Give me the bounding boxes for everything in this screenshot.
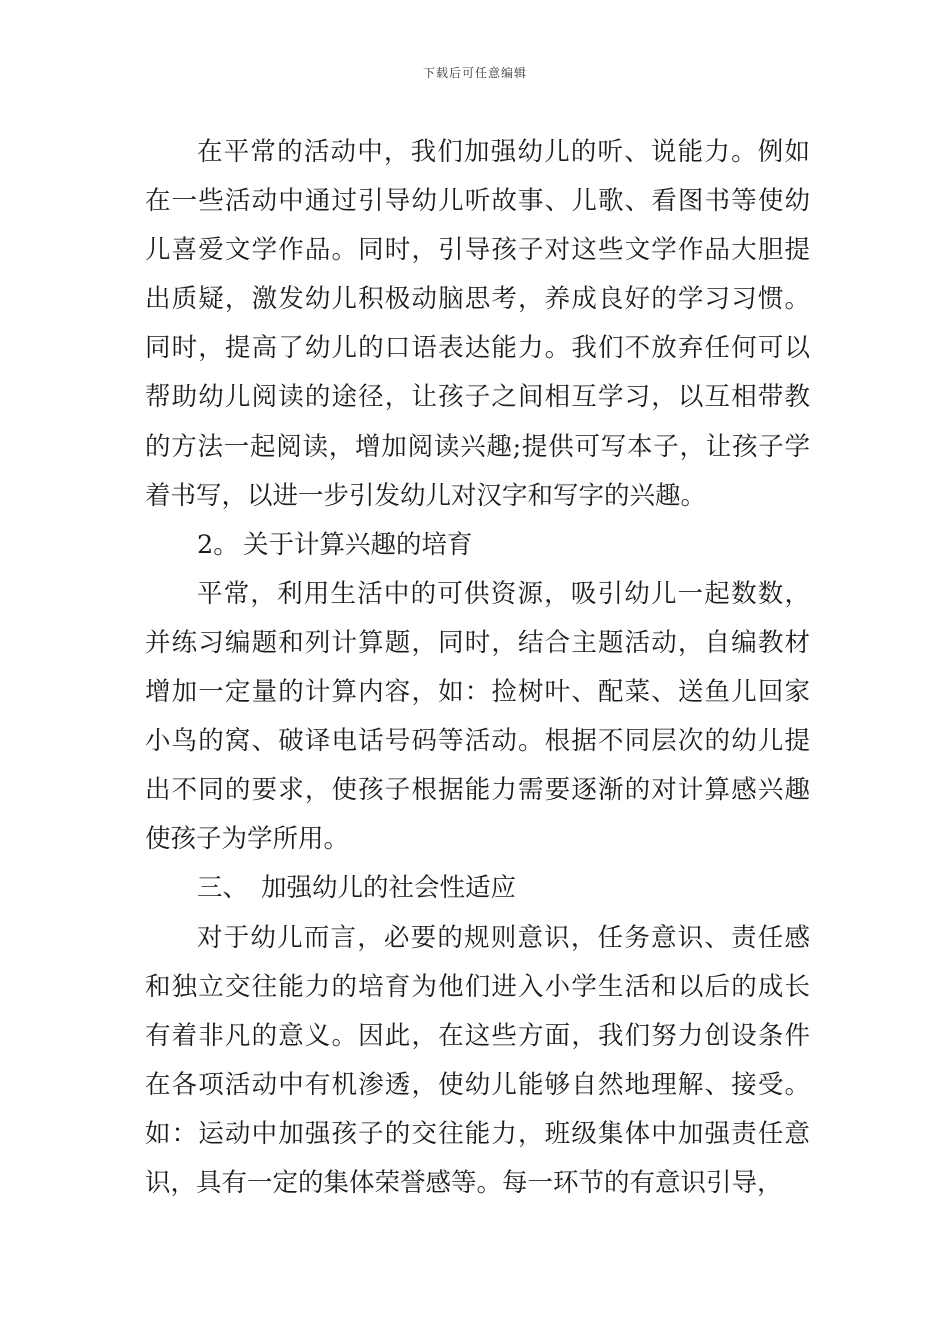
text-line: 和独立交往能力的培育为他们进入小学生活和以后的成长 (145, 971, 810, 1002)
text-line: 在平常的活动中，我们加强幼儿的听、说能力。例如 (197, 137, 810, 167)
text-line: 帮助幼儿阅读的途径，让孩子之间相互学习，以互相带教 (145, 382, 810, 413)
text-line: 并练习编题和列计算题，同时，结合主题活动，自编教材 (145, 627, 810, 658)
heading-text: 关于计算兴趣的培育 (243, 529, 473, 560)
paragraph-social-adaptation (145, 914, 810, 1209)
text-line: 出不同的要求，使孩子根据能力需要逐渐的对计算感兴趣 (145, 775, 810, 806)
text-line: 在各项活动中有机渗透，使幼儿能够自然地理解、接受。 (145, 1069, 810, 1100)
text-line: 使孩子为学所用。 (145, 824, 350, 855)
text-line: 增加一定量的计算内容，如：捡树叶、配菜、送鱼儿回家 (145, 677, 810, 708)
document-body (145, 128, 810, 1208)
text-line: 识，具有一定的集体荣誉感等。每一环节的有意识引导， (145, 1167, 783, 1198)
section-heading (145, 521, 810, 570)
text-line: 在一些活动中通过引导幼儿听故事、儿歌、看图书等使幼 (145, 186, 810, 217)
heading-number: 2。 (197, 529, 239, 560)
paragraph-listening-speaking (145, 128, 810, 521)
heading-number: 三、 (197, 873, 249, 904)
paragraph-calculation-interest (145, 570, 810, 865)
heading-text: 加强幼儿的社会性适应 (261, 873, 517, 904)
text-line: 同时，提高了幼儿的口语表达能力。我们不放弃任何可以 (145, 333, 810, 364)
text-line: 着书写，以进一步引发幼儿对汉字和写字的兴趣。 (145, 480, 707, 511)
section-heading (145, 864, 810, 913)
text-line: 出质疑，激发幼儿积极动脑思考，养成良好的学习习惯。 (145, 284, 810, 315)
text-line: 小鸟的窝、破译电话号码等活动。根据不同层次的幼儿提 (145, 726, 810, 757)
text-line: 的方法一起阅读，增加阅读兴趣;提供可写本子，让孩子学 (145, 431, 810, 462)
text-line: 儿喜爱文学作品。同时，引导孩子对这些文学作品大胆提 (145, 235, 810, 266)
page-header: 下载后可任意编辑 (422, 66, 527, 80)
text-line: 对于幼儿而言，必要的规则意识，任务意识、责任感 (197, 922, 810, 953)
text-line: 平常，利用生活中的可供资源，吸引幼儿一起数数， (197, 578, 810, 609)
text-line: 如：运动中加强孩子的交往能力，班级集体中加强责任意 (145, 1118, 810, 1149)
text-line: 有着非凡的意义。因此，在这些方面，我们努力创设条件 (145, 1020, 810, 1051)
